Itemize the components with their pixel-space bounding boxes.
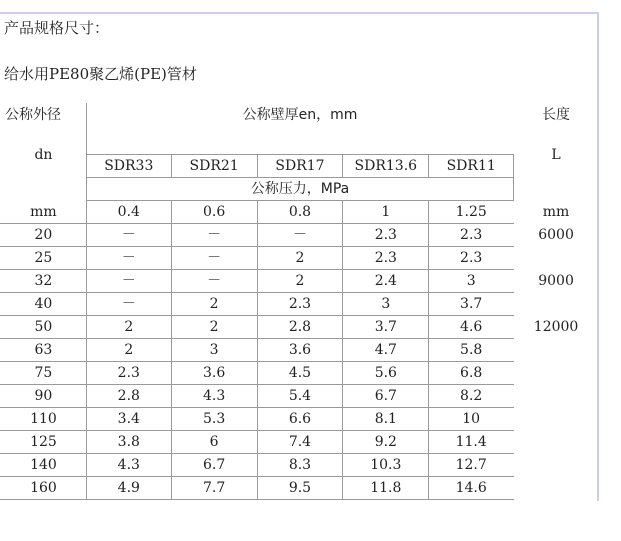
wall-thickness-cell: 7.7 — [171, 477, 257, 500]
wall-thickness-cell: 7.4 — [257, 431, 343, 454]
table-row — [1, 477, 599, 500]
wall-thickness-cell: 8.2 — [429, 385, 514, 408]
wall-thickness-cell: 5.8 — [429, 339, 514, 362]
length-cell-empty — [514, 362, 599, 385]
wall-thickness-cell: 9.2 — [343, 431, 429, 454]
length-cell-empty — [514, 339, 599, 362]
wall-thickness-cell: 2.3 — [343, 224, 429, 247]
wall-thickness-cell: 3 — [171, 339, 257, 362]
dn-cell: 20 — [1, 224, 87, 247]
wall-thickness-cell: 2 — [257, 270, 343, 293]
header-length: 长度 L — [514, 104, 599, 178]
dn-cell: 40 — [1, 293, 87, 316]
pressure-cell: 0.8 — [257, 201, 343, 224]
length-cell-empty — [514, 293, 599, 316]
wall-thickness-cell: 14.6 — [429, 477, 514, 500]
length-cell-empty — [514, 477, 599, 500]
table-row — [1, 247, 599, 270]
length-cell-empty — [514, 385, 599, 408]
wall-thickness-cell: 3.8 — [86, 431, 171, 454]
wall-thickness-cell: 3.6 — [257, 339, 343, 362]
wall-thickness-cell: 5.3 — [171, 408, 257, 431]
dn-cell: 25 — [1, 247, 87, 270]
wall-thickness-cell: 2.3 — [257, 293, 343, 316]
wall-thickness-cell: － — [86, 247, 171, 270]
product-subtitle: 给水用PE80聚乙烯(PE)管材 — [4, 65, 197, 83]
wall-thickness-cell: 3.4 — [86, 408, 171, 431]
wall-thickness-cell: 4.3 — [171, 385, 257, 408]
document-header — [4, 17, 197, 85]
wall-thickness-cell: 2.3 — [86, 362, 171, 385]
wall-thickness-cell: 3 — [429, 270, 514, 293]
dn-cell: 110 — [1, 408, 87, 431]
sdr-header-cell: SDR17 — [257, 155, 343, 178]
sdr-header-cell: SDR33 — [86, 155, 171, 178]
pressure-row — [1, 201, 599, 224]
wall-thickness-cell: 2.8 — [86, 385, 171, 408]
wall-thickness-cell: 4.9 — [86, 477, 171, 500]
length-cell: 9000 — [514, 270, 599, 293]
length-cell: 6000 — [514, 224, 599, 247]
sdr-row — [1, 155, 599, 178]
wall-thickness-cell: 10.3 — [343, 454, 429, 477]
wall-thickness-cell: 11.4 — [429, 431, 514, 454]
wall-thickness-cell: 6.7 — [171, 454, 257, 477]
length-cell-empty — [514, 454, 599, 477]
wall-thickness-cell: 12.7 — [429, 454, 514, 477]
table-row — [1, 408, 599, 431]
table-row — [1, 362, 599, 385]
wall-thickness-cell: 4.7 — [343, 339, 429, 362]
right-border — [597, 12, 599, 501]
wall-thickness-cell: 3 — [343, 293, 429, 316]
header-outer-diameter: 公称外径 dn — [1, 104, 87, 178]
top-border — [0, 12, 599, 14]
wall-thickness-cell: 2 — [257, 247, 343, 270]
wall-thickness-cell: 5.6 — [343, 362, 429, 385]
wall-thickness-cell: － — [171, 224, 257, 247]
sdr-header-cell: SDR21 — [171, 155, 257, 178]
wall-thickness-cell: 6 — [171, 431, 257, 454]
wall-thickness-cell: 2.3 — [429, 247, 514, 270]
dn-cell: 75 — [1, 362, 87, 385]
table-row — [1, 270, 599, 293]
wall-thickness-cell: 2 — [171, 293, 257, 316]
spec-document — [0, 12, 599, 501]
wall-thickness-cell: 2 — [86, 316, 171, 339]
header-wall-thickness: 公称壁厚en，mm — [86, 104, 513, 155]
wall-thickness-cell: － — [86, 224, 171, 247]
wall-thickness-cell: 3.7 — [343, 316, 429, 339]
wall-thickness-cell: 2.8 — [257, 316, 343, 339]
wall-thickness-cell: 3.7 — [429, 293, 514, 316]
wall-thickness-cell: 5.4 — [257, 385, 343, 408]
table-row — [1, 431, 599, 454]
length-cell-empty — [514, 431, 599, 454]
wall-thickness-cell: 6.6 — [257, 408, 343, 431]
table-row — [1, 339, 599, 362]
dn-cell: 140 — [1, 454, 87, 477]
pressure-cell: 1 — [343, 201, 429, 224]
pressure-cell: 1.25 — [429, 201, 514, 224]
dn-cell: 125 — [1, 431, 87, 454]
table-row — [1, 385, 599, 408]
wall-thickness-cell: 2.3 — [429, 224, 514, 247]
outer-unit: mm — [1, 201, 87, 224]
length-cell-empty — [514, 247, 599, 270]
wall-thickness-cell: 2.4 — [343, 270, 429, 293]
table-row — [1, 224, 599, 247]
wall-thickness-cell: 2.3 — [343, 247, 429, 270]
sdr-header-cell: SDR13.6 — [343, 155, 429, 178]
wall-thickness-cell: 3.6 — [171, 362, 257, 385]
wall-thickness-cell: 8.3 — [257, 454, 343, 477]
wall-thickness-cell: － — [257, 224, 343, 247]
wall-thickness-cell: 4.5 — [257, 362, 343, 385]
pressure-cell: 0.4 — [86, 201, 171, 224]
length-cell-empty — [514, 408, 599, 431]
wall-thickness-cell: 9.5 — [257, 477, 343, 500]
wall-thickness-cell: － — [86, 293, 171, 316]
wall-thickness-cell: 6.7 — [343, 385, 429, 408]
wall-thickness-cell: 2 — [86, 339, 171, 362]
dn-cell: 32 — [1, 270, 87, 293]
wall-thickness-cell: － — [171, 270, 257, 293]
spec-table — [0, 103, 599, 500]
table-row — [1, 293, 599, 316]
table-row — [1, 316, 599, 339]
wall-thickness-cell: 10 — [429, 408, 514, 431]
wall-thickness-cell: 11.8 — [343, 477, 429, 500]
header-pressure: 公称压力，MPa — [86, 178, 513, 201]
dn-cell: 160 — [1, 477, 87, 500]
wall-thickness-cell: 4.3 — [86, 454, 171, 477]
wall-thickness-cell: 2 — [171, 316, 257, 339]
table-row — [1, 454, 599, 477]
dn-cell: 90 — [1, 385, 87, 408]
wall-thickness-cell: 4.6 — [429, 316, 514, 339]
page-title: 产品规格尺寸： — [4, 19, 110, 37]
length-cell: 12000 — [514, 316, 599, 339]
length-unit: mm — [514, 201, 599, 224]
dn-cell: 63 — [1, 339, 87, 362]
dn-cell: 50 — [1, 316, 87, 339]
wall-thickness-cell: 8.1 — [343, 408, 429, 431]
wall-thickness-cell: － — [86, 270, 171, 293]
pressure-cell: 0.6 — [171, 201, 257, 224]
wall-thickness-cell: 6.8 — [429, 362, 514, 385]
sdr-header-cell: SDR11 — [429, 155, 514, 178]
wall-thickness-cell: － — [171, 247, 257, 270]
